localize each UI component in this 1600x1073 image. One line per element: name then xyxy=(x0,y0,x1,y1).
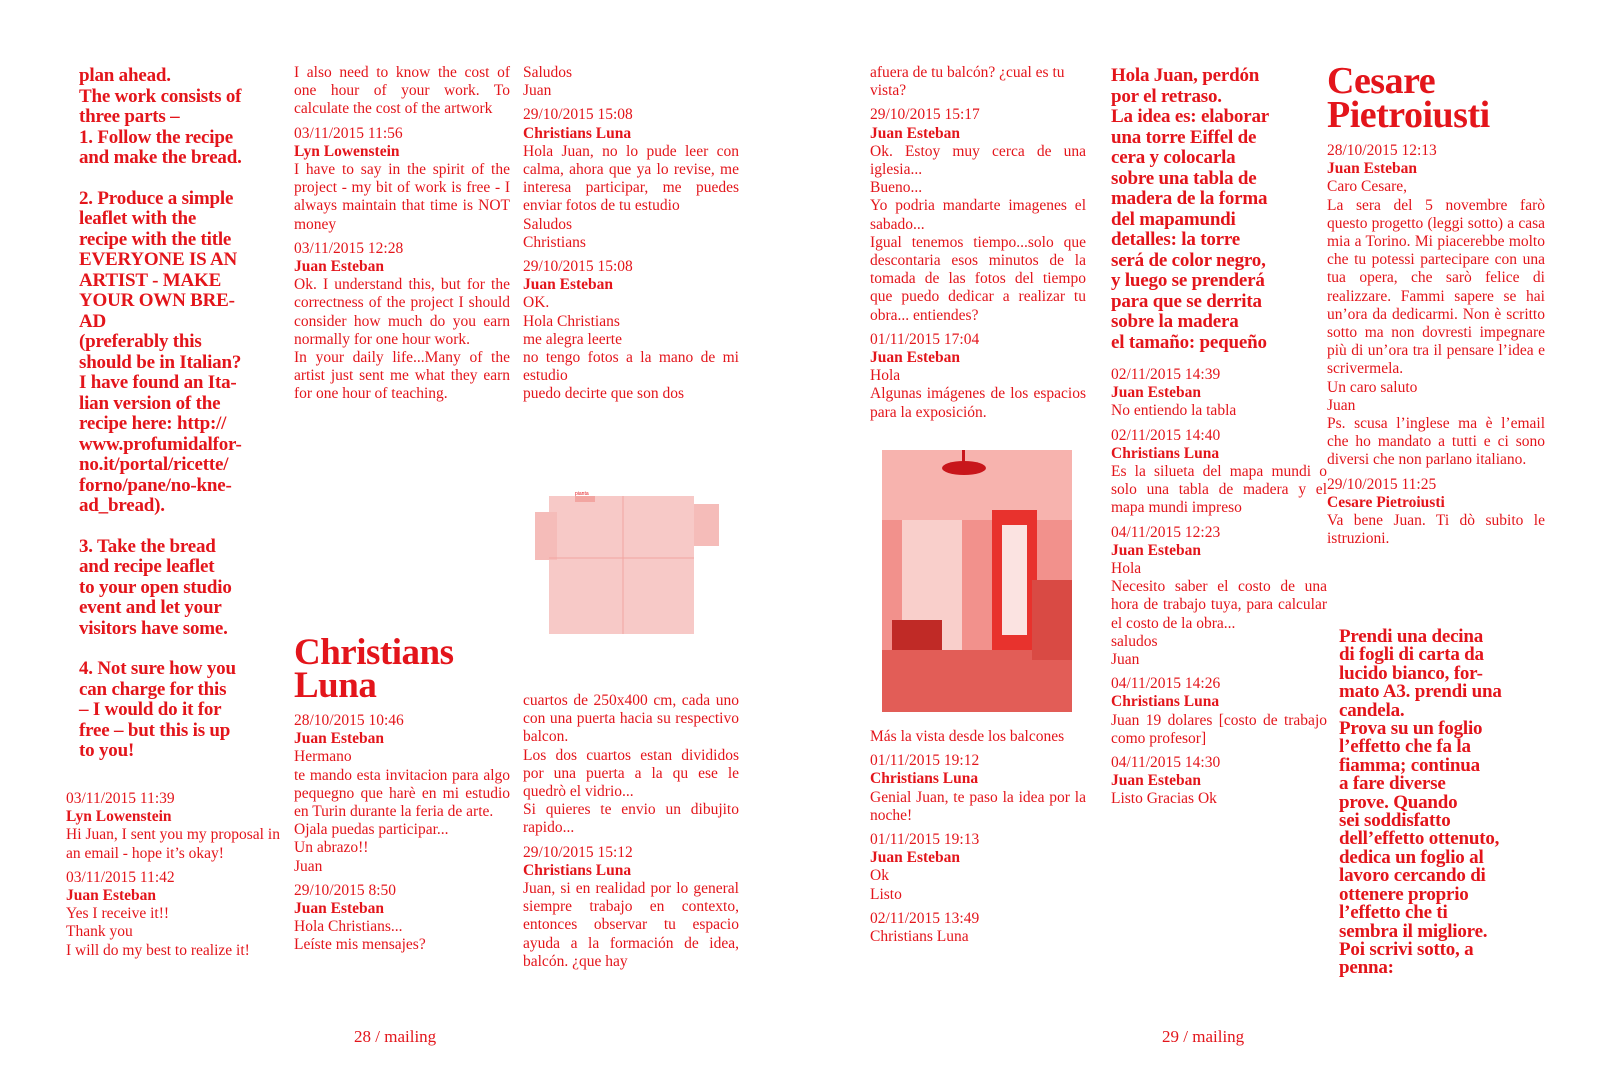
message-body: Yes I receive it!! Thank you I will do my best to realize it! xyxy=(66,905,250,959)
message-timestamp: 03/11/2015 12:28 xyxy=(294,239,404,257)
bold-line: a fare diverse xyxy=(1339,773,1446,795)
bold-line: sobre la madera xyxy=(1111,311,1239,332)
right-col1-top xyxy=(870,64,1086,422)
message-author: Lyn Lowenstein xyxy=(66,808,172,826)
bold-line: should be in Italian? xyxy=(79,351,242,373)
message xyxy=(1327,476,1545,549)
message xyxy=(294,712,510,876)
candle-instructions xyxy=(1339,628,1549,978)
message-body: Ok. I understand this, but for the correctness of the project I should consider how much do you earn normally for one hour work. In your daily life...Many of the artist just sent me what they earn for one hour of teaching. xyxy=(294,276,510,403)
bold-line: lavoro cercando di xyxy=(1339,865,1486,887)
right-col1-intro: afuera de tu balcón? ¿cual es tu vista? xyxy=(870,64,1065,100)
bold-line: www.profumidalfor- xyxy=(79,433,242,455)
bold-line: fiamma; continua xyxy=(1339,754,1480,776)
message-body: Hi Juan, I sent you my proposal in an email - hope it’s okay! xyxy=(66,826,280,862)
left-col2-top xyxy=(294,64,510,404)
message-timestamp: 28/10/2015 12:13 xyxy=(1327,142,1437,159)
message-timestamp: 01/11/2015 19:13 xyxy=(870,831,980,849)
paragraph-gap xyxy=(79,639,289,659)
bold-line: una torre Eiffel de xyxy=(1111,126,1257,148)
left-col3-top xyxy=(523,64,739,404)
message xyxy=(1111,675,1327,748)
svg-text:pianta: pianta xyxy=(575,491,589,497)
photo-caption: Más la vista desde los balcones xyxy=(870,728,1065,745)
message-body: Hola Necesito saber el costo de una hora de trabajo tuya, para calcular el costo de la obra... saludos Juan xyxy=(1111,560,1327,669)
bold-line: Prova su un foglio xyxy=(1339,718,1483,740)
plan-room xyxy=(549,496,694,634)
bold-line: forno/pane/no-kne- xyxy=(79,474,232,496)
message-author: Juan Esteban xyxy=(294,900,385,918)
message-timestamp: 04/11/2015 14:30 xyxy=(1111,754,1221,772)
message-author: Christians Luna xyxy=(1111,444,1220,462)
message-body: Caro Cesare, La sera del 5 novembre farò questo progetto (leggi sotto) a casa mia a Torino. Mi piacerebbe molto che tu potessi partecipare con una tua opera, che sarò felice di realizzare. Fammi sapere se hai un’ora da dedicarmi. Non è scritto sotto ma non dovresti impegnare più di un’ora tra il pensare l’idea e scrivermela. Un caro saluto Juan Ps. scusa l’inglese ma è l’email che ho mandato a tutti e ci sono diversi che non parlano italiano. xyxy=(1327,178,1545,469)
bold-line: para que se derrita xyxy=(1111,290,1262,312)
message-timestamp: 29/10/2015 8:50 xyxy=(294,881,397,899)
message-timestamp: 02/11/2015 13:49 xyxy=(870,909,980,927)
message-body: Christians Luna xyxy=(870,928,969,946)
message-timestamp: 03/11/2015 11:42 xyxy=(66,868,175,886)
paragraph-gap xyxy=(79,169,289,189)
message-author: Juan Esteban xyxy=(870,124,961,142)
bold-line: – I would do it for xyxy=(79,699,222,720)
page-footer-left: 28 / mailing xyxy=(354,1027,437,1046)
bold-line: La idea es: elaborar xyxy=(1111,106,1270,127)
left-col2-messages-2 xyxy=(294,712,510,955)
right-col3-messages xyxy=(1327,142,1545,548)
bold-line: I have found an Ita- xyxy=(79,372,237,393)
message xyxy=(1111,366,1327,421)
bold-line: madera de la forma xyxy=(1111,188,1268,209)
message-timestamp: 01/11/2015 17:04 xyxy=(870,330,980,348)
right-col2-messages xyxy=(1111,366,1327,809)
message xyxy=(1327,142,1545,470)
message-author: Juan Esteban xyxy=(523,276,614,294)
message-author: Juan Esteban xyxy=(1111,541,1202,559)
message-body: No entiendo la tabla xyxy=(1111,402,1237,420)
bold-line: sembra il migliore. xyxy=(1339,920,1488,942)
bold-line: ad_bread). xyxy=(79,495,165,516)
bold-line: l’effetto che fa la xyxy=(1339,736,1471,758)
page-footer-right: 29 / mailing xyxy=(1162,1027,1245,1046)
bold-line: no.it/portal/ricette/ xyxy=(79,454,229,475)
message-body: Es la silueta del mapa mundi o solo una tabla de madera y el mapa mundi impreso xyxy=(1111,463,1327,517)
bold-line: three parts – xyxy=(79,106,180,127)
left-col3-bottom xyxy=(523,692,739,971)
bold-line: and make the bread. xyxy=(79,147,242,168)
message-body: I have to say in the spirit of the project - my bit of work is free - I always maintain that time is NOT money xyxy=(294,161,510,233)
message-timestamp: 02/11/2015 14:39 xyxy=(1111,366,1221,383)
message-author: Juan Esteban xyxy=(294,258,385,276)
bold-line: di fogli di carta da xyxy=(1339,644,1484,666)
message-body: OK. Hola Christians me alegra leerte no tengo fotos a la mano de mi estudio puedo decirte que son dos xyxy=(523,294,739,403)
bold-line: AD xyxy=(79,310,107,332)
message-timestamp: 29/10/2015 15:08 xyxy=(523,106,633,124)
message-body: Ok. Estoy muy cerca de una iglesia... Bueno... Yo podria mandarte imagenes el sabado... Igual tenemos tiempo...solo que descontaria esos minutos de la tomada de las fotos del tiempo que puedo dedicar a realizar tu obra... entiendes? xyxy=(870,142,1086,324)
col3-cont-text: cuartos de 250x400 cm, cada uno con una puerta hacia su respectivo balcon. Los dos cuartos estan divididos por una puerta a la qu ese le quedrò el vidrio... Si quieres te envio un dibujito rapido... xyxy=(523,692,739,837)
bold-line: candela. xyxy=(1339,699,1405,721)
recipe-instructions xyxy=(79,66,289,762)
message-author: Juan Esteban xyxy=(1111,772,1202,790)
left-col1-messages xyxy=(66,790,280,960)
bold-line: Prendi una decina xyxy=(1339,626,1484,647)
bold-line: prove. Quando xyxy=(1339,791,1458,813)
bold-line: cera y colocarla xyxy=(1111,147,1236,168)
message-body: Juan, si en realidad por lo general siempre trabajo en contexto, entonces observar tu espacio ayuda a la formación de idea, balcón. ¿que hay xyxy=(523,880,739,970)
message-body: Juan 19 dolares [costo de trabajo como profesor] xyxy=(1111,711,1327,747)
bold-line: por el retraso. xyxy=(1111,85,1222,107)
bold-line: EVERYONE IS AN xyxy=(79,249,238,270)
floor-plan-drawing xyxy=(535,491,721,634)
paragraph-gap xyxy=(79,517,289,537)
bold-line: visitors have some. xyxy=(79,617,228,639)
bold-line: y luego se prenderá xyxy=(1111,270,1265,291)
eiffel-idea-text xyxy=(1111,66,1327,353)
bold-line: The work consists of xyxy=(79,85,242,107)
studio-room-photo xyxy=(882,450,1072,712)
message-author: Christians Luna xyxy=(1111,693,1220,711)
message-timestamp: 03/11/2015 11:39 xyxy=(66,790,175,807)
bold-line: (preferably this xyxy=(79,331,202,352)
bold-line: plan ahead. xyxy=(79,65,171,86)
message-author: Christians Luna xyxy=(523,861,632,879)
message xyxy=(1111,754,1327,809)
message xyxy=(1111,427,1327,518)
bold-line: lucido bianco, for- xyxy=(1339,662,1483,684)
left-col3-messages xyxy=(523,106,739,403)
message-body: Va bene Juan. Ti dò subito le istruzioni. xyxy=(1327,512,1545,548)
bold-line: sobre una tabla de xyxy=(1111,167,1257,189)
message-body: Ok Listo xyxy=(870,867,902,903)
left-col2-bottom xyxy=(294,632,510,955)
right-col1-messages-2 xyxy=(870,752,1086,946)
christians-luna-heading: Christians Luna xyxy=(294,632,454,706)
right-col1-bottom xyxy=(870,728,1086,946)
bold-line: del mapamundi xyxy=(1111,208,1236,230)
bold-line: leaflet with the xyxy=(79,208,197,229)
message xyxy=(294,240,510,404)
bold-line: recipe here: http:// xyxy=(79,413,227,434)
message-timestamp: 03/11/2015 11:56 xyxy=(294,124,403,142)
bold-line: sei soddisfatto xyxy=(1339,810,1451,832)
bold-line: YOUR OWN BRE- xyxy=(79,290,235,311)
bold-line: ottenere proprio xyxy=(1339,883,1469,905)
message xyxy=(294,882,510,955)
message-author: Christians Luna xyxy=(523,124,632,142)
message-author: Juan Esteban xyxy=(294,730,385,748)
message-body: Hola Juan, no lo pude leer con calma, ahora que ya lo revise, me interesa participar, me puedes enviar fotos de tu estudio Saludos Christians xyxy=(523,142,739,251)
message xyxy=(66,869,280,960)
bold-line: el tamaño: pequeño xyxy=(1111,331,1267,353)
bold-line: to you! xyxy=(79,740,135,761)
message-author: Lyn Lowenstein xyxy=(294,142,400,160)
bold-line: and recipe leaflet xyxy=(79,556,215,577)
message-author: Christians Luna xyxy=(870,770,979,788)
message-timestamp: 29/10/2015 15:17 xyxy=(870,106,980,124)
message-timestamp: 04/11/2015 12:23 xyxy=(1111,523,1221,541)
message xyxy=(523,258,739,404)
message-author: Cesare Pietroiusti xyxy=(1327,493,1445,511)
message-author: Juan Esteban xyxy=(66,887,157,905)
col3-intro-text: Saludos Juan xyxy=(523,64,573,100)
bold-line: 1. Follow the recipe xyxy=(79,126,233,148)
message xyxy=(870,106,1086,324)
message xyxy=(1111,524,1327,670)
message-author: Juan Esteban xyxy=(870,849,961,867)
message-timestamp: 01/11/2015 19:12 xyxy=(870,752,980,770)
bold-line: dell’effetto ottenuto, xyxy=(1339,828,1500,850)
message xyxy=(523,106,739,252)
bold-line: ARTIST - MAKE xyxy=(79,269,222,291)
message-timestamp: 02/11/2015 14:40 xyxy=(1111,426,1221,444)
bold-line: penna: xyxy=(1339,957,1394,979)
left-col3-messages-2 xyxy=(523,844,739,971)
message-body: Hola Algunas imágenes de los espacios para la exposición. xyxy=(870,367,1086,421)
col2-intro-text: I also need to know the cost of one hour of your work. To calculate the cost of the artwork xyxy=(294,64,510,118)
message-body: Hermano te mando esta invitacion para algo pequegno que harè en mi estudio en Turin durante la feria de arte. Ojala puedas participar... Un abrazo!! Juan xyxy=(294,748,510,875)
left-col2-messages xyxy=(294,125,510,404)
bold-line: dedica un foglio al xyxy=(1339,846,1484,868)
message-author: Juan Esteban xyxy=(870,349,961,367)
bold-line: to your open studio xyxy=(79,576,232,598)
bold-line: free – but this is up xyxy=(79,719,231,741)
right-col1-messages xyxy=(870,106,1086,421)
message xyxy=(66,790,280,863)
message xyxy=(523,844,739,971)
bold-line: can charge for this xyxy=(79,678,227,700)
message-body: Hola Christians... Leíste mis mensajes? xyxy=(294,918,426,954)
bold-line: Poi scrivi sotto, a xyxy=(1339,938,1474,960)
message-body: Genial Juan, te paso la idea por la noche! xyxy=(870,788,1086,824)
bold-line: 2. Produce a simple xyxy=(79,187,234,209)
bold-line: 3. Take the bread xyxy=(79,535,216,557)
bold-line: Hola Juan, perdón xyxy=(1111,65,1260,86)
message-author: Juan Esteban xyxy=(1327,160,1418,178)
message-timestamp: 28/10/2015 10:46 xyxy=(294,712,404,729)
message xyxy=(870,331,1086,422)
message-timestamp: 29/10/2015 15:08 xyxy=(523,258,633,276)
right-col3 xyxy=(1327,60,1545,548)
bold-line: event and let your xyxy=(79,597,222,618)
bold-line: detalles: la torre xyxy=(1111,229,1241,250)
message-author: Juan Esteban xyxy=(1111,384,1202,402)
message-timestamp: 29/10/2015 11:25 xyxy=(1327,475,1437,493)
bold-line: recipe with the title xyxy=(79,228,232,250)
bold-line: 4. Not sure how you xyxy=(79,658,236,679)
bold-line: lian version of the xyxy=(79,392,221,414)
bold-line: l’effetto che ti xyxy=(1339,902,1448,924)
message-timestamp: 04/11/2015 14:26 xyxy=(1111,675,1221,693)
cesare-pietroiusti-heading: Cesare Pietroiusti xyxy=(1327,60,1490,136)
bold-line: será de color negro, xyxy=(1111,249,1266,271)
message xyxy=(870,910,1086,946)
bold-line: mato A3. prendi una xyxy=(1339,681,1502,703)
message-timestamp: 29/10/2015 15:12 xyxy=(523,843,633,861)
message xyxy=(870,831,1086,904)
message-body: Listo Gracias Ok xyxy=(1111,790,1217,808)
message xyxy=(294,125,510,234)
message xyxy=(870,752,1086,825)
